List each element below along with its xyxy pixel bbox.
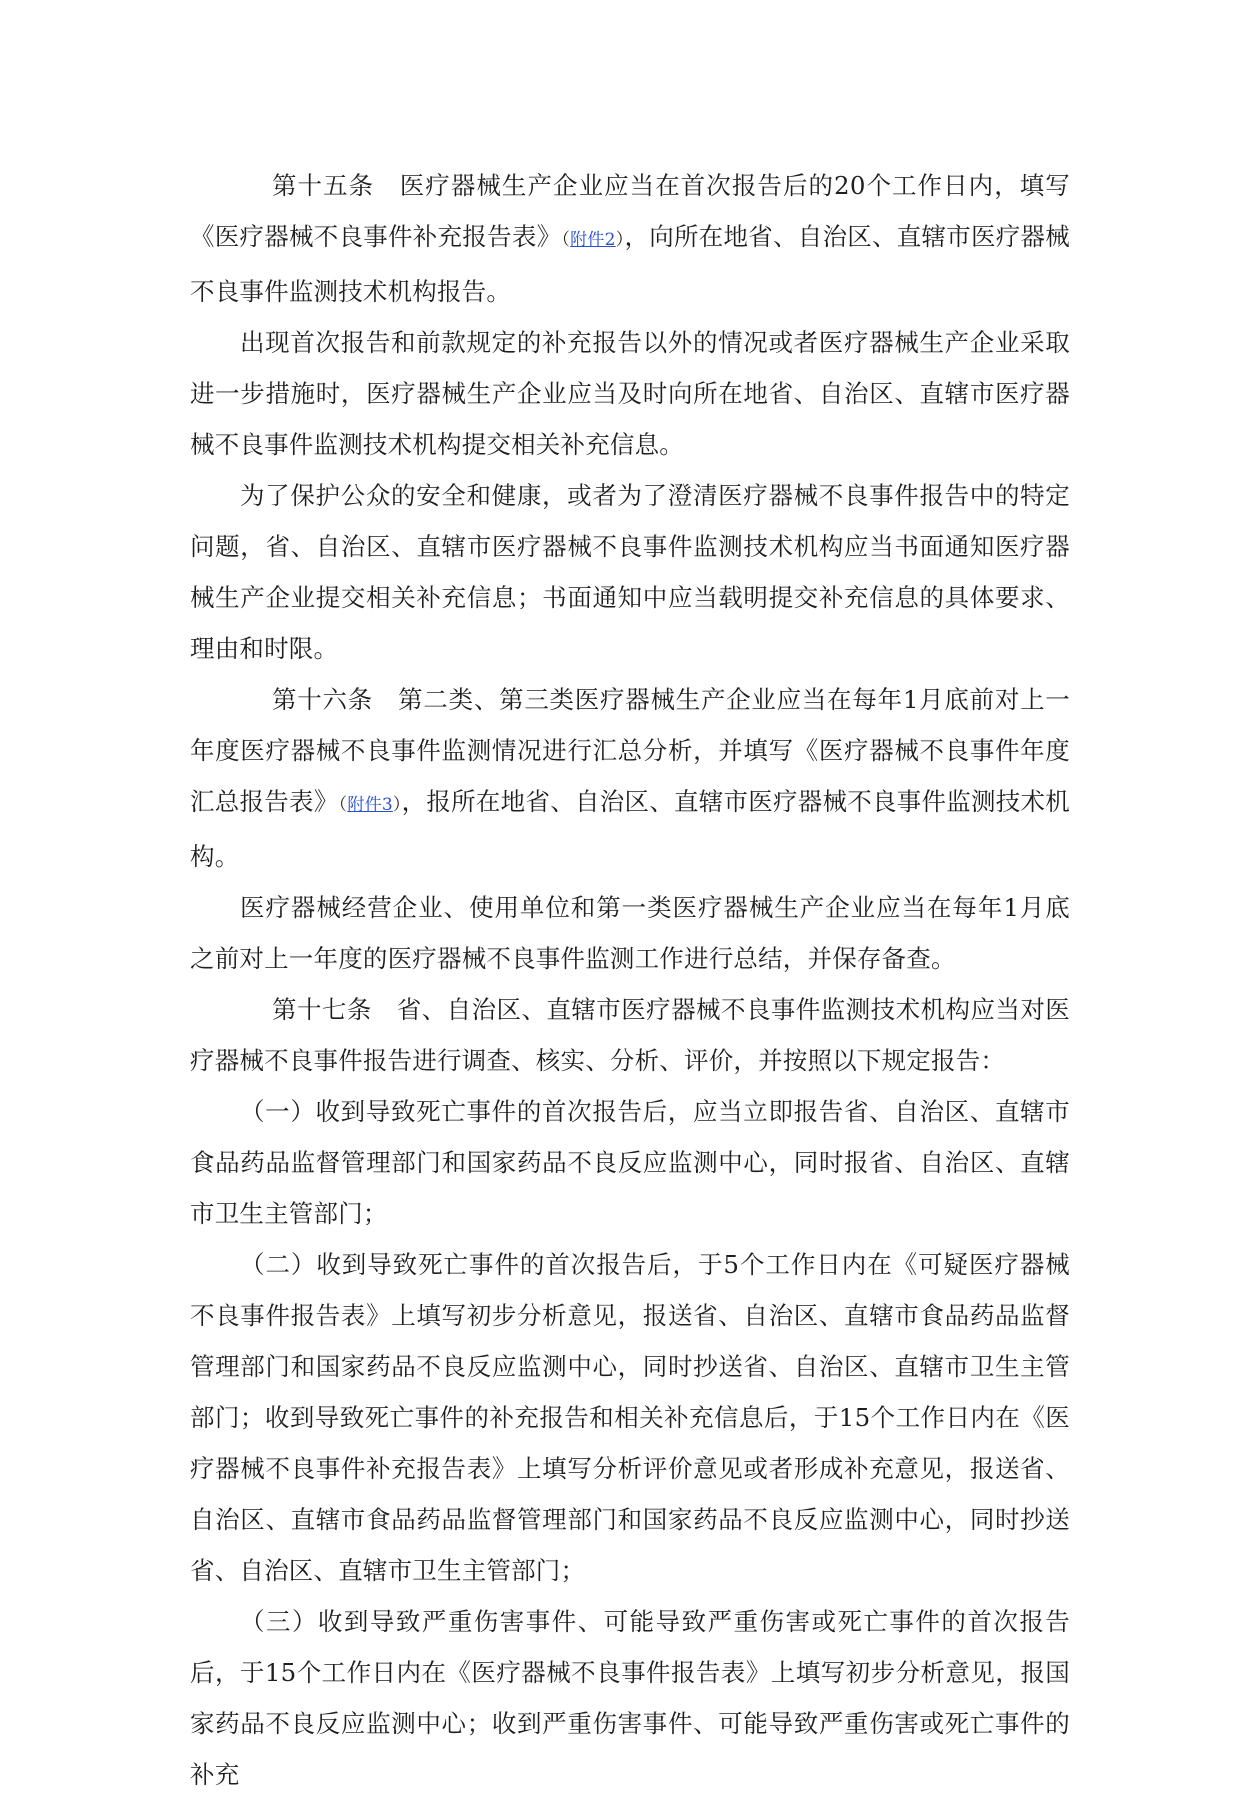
paragraph-text: 医疗器械经营企业、使用单位和第一类医疗器械生产企业应当在每年1月底之前对上一年度的医疗器械不良事件监测工作进行总结，并保存备查。 xyxy=(190,893,1070,973)
paragraph xyxy=(190,882,1070,984)
paragraph-text: 为了保护公众的安全和健康，或者为了澄清医疗器械不良事件报告中的特定问题，省、自治区、直辖市医疗器械不良事件监测技术机构应当书面通知医疗器械生产企业提交相关补充信息；书面通知中应当载明提交补充信息的具体要求、理由和时限。 xyxy=(190,481,1070,663)
paragraph-text: 出现首次报告和前款规定的补充报告以外的情况或者医疗器械生产企业采取进一步措施时，医疗器械生产企业应当及时向所在地省、自治区、直辖市医疗器械不良事件监测技术机构提交相关补充信息。 xyxy=(190,328,1070,459)
paragraph-text: 第十六条 第二类、第三类医疗器械生产企业应当在每年1月底前对上一年度医疗器械不良事件监测情况进行汇总分析，并填写《医疗器械不良事件年度汇总报告表》 xyxy=(190,685,1070,816)
paren-text: （ xyxy=(561,230,571,250)
paragraph xyxy=(190,470,1070,674)
paren-text: ） xyxy=(615,230,625,250)
paragraph xyxy=(190,160,1070,317)
paragraph-text: 第十五条 医疗器械生产企业应当在首次报告后的20个工作日内，填写《医疗器械不良事件补充报告表》 xyxy=(190,171,1070,251)
paragraph xyxy=(190,1239,1070,1596)
paren-text: ） xyxy=(392,795,402,815)
paragraph xyxy=(190,1596,1070,1800)
paragraph-text: （一）收到导致死亡事件的首次报告后，应当立即报告省、自治区、直辖市食品药品监督管理部门和国家药品不良反应监测中心，同时报省、自治区、直辖市卫生主管部门； xyxy=(190,1097,1070,1228)
paragraph-text: ，向所在地省、自治区、直辖市医疗器械不良事件监测技术机构报告。 xyxy=(190,222,1070,306)
attachment-2-link[interactable]: 附件2 xyxy=(570,230,616,250)
paragraph xyxy=(190,984,1070,1086)
paragraph-text: 第十七条 省、自治区、直辖市医疗器械不良事件监测技术机构应当对医疗器械不良事件报告进行调查、核实、分析、评价，并按照以下规定报告： xyxy=(190,995,1070,1075)
paragraph-text: ，报所在地省、自治区、直辖市医疗器械不良事件监测技术机构。 xyxy=(190,787,1071,871)
paragraph-text: （二）收到导致死亡事件的首次报告后，于5个工作日内在《可疑医疗器械不良事件报告表》上填写初步分析意见，报送省、自治区、直辖市食品药品监督管理部门和国家药品不良反应监测中心，同时抄送省、自治区、直辖市卫生主管部门；收到导致死亡事件的补充报告和相关补充信息后，于15个工作日内在《医疗器械不良事件补充报告表》上填写分析评价意见或者形成补充意见，报送省、自治区、直辖市食品药品监督管理部门和国家药品不良反应监测中心，同时抄送省、自治区、直辖市卫生主管部门； xyxy=(190,1250,1070,1585)
paragraph xyxy=(190,317,1070,470)
paragraph-text: （三）收到导致严重伤害事件、可能导致严重伤害或死亡事件的首次报告后，于15个工作日内在《医疗器械不良事件报告表》上填写初步分析意见，报国家药品不良反应监测中心；收到严重伤害事件、可能导致严重伤害或死亡事件的补充 xyxy=(190,1607,1070,1789)
paren-text: （ xyxy=(338,795,348,815)
paragraph xyxy=(190,1086,1070,1239)
paragraph xyxy=(190,674,1070,882)
document-page xyxy=(190,160,1070,1800)
attachment-3-link[interactable]: 附件3 xyxy=(347,795,393,815)
